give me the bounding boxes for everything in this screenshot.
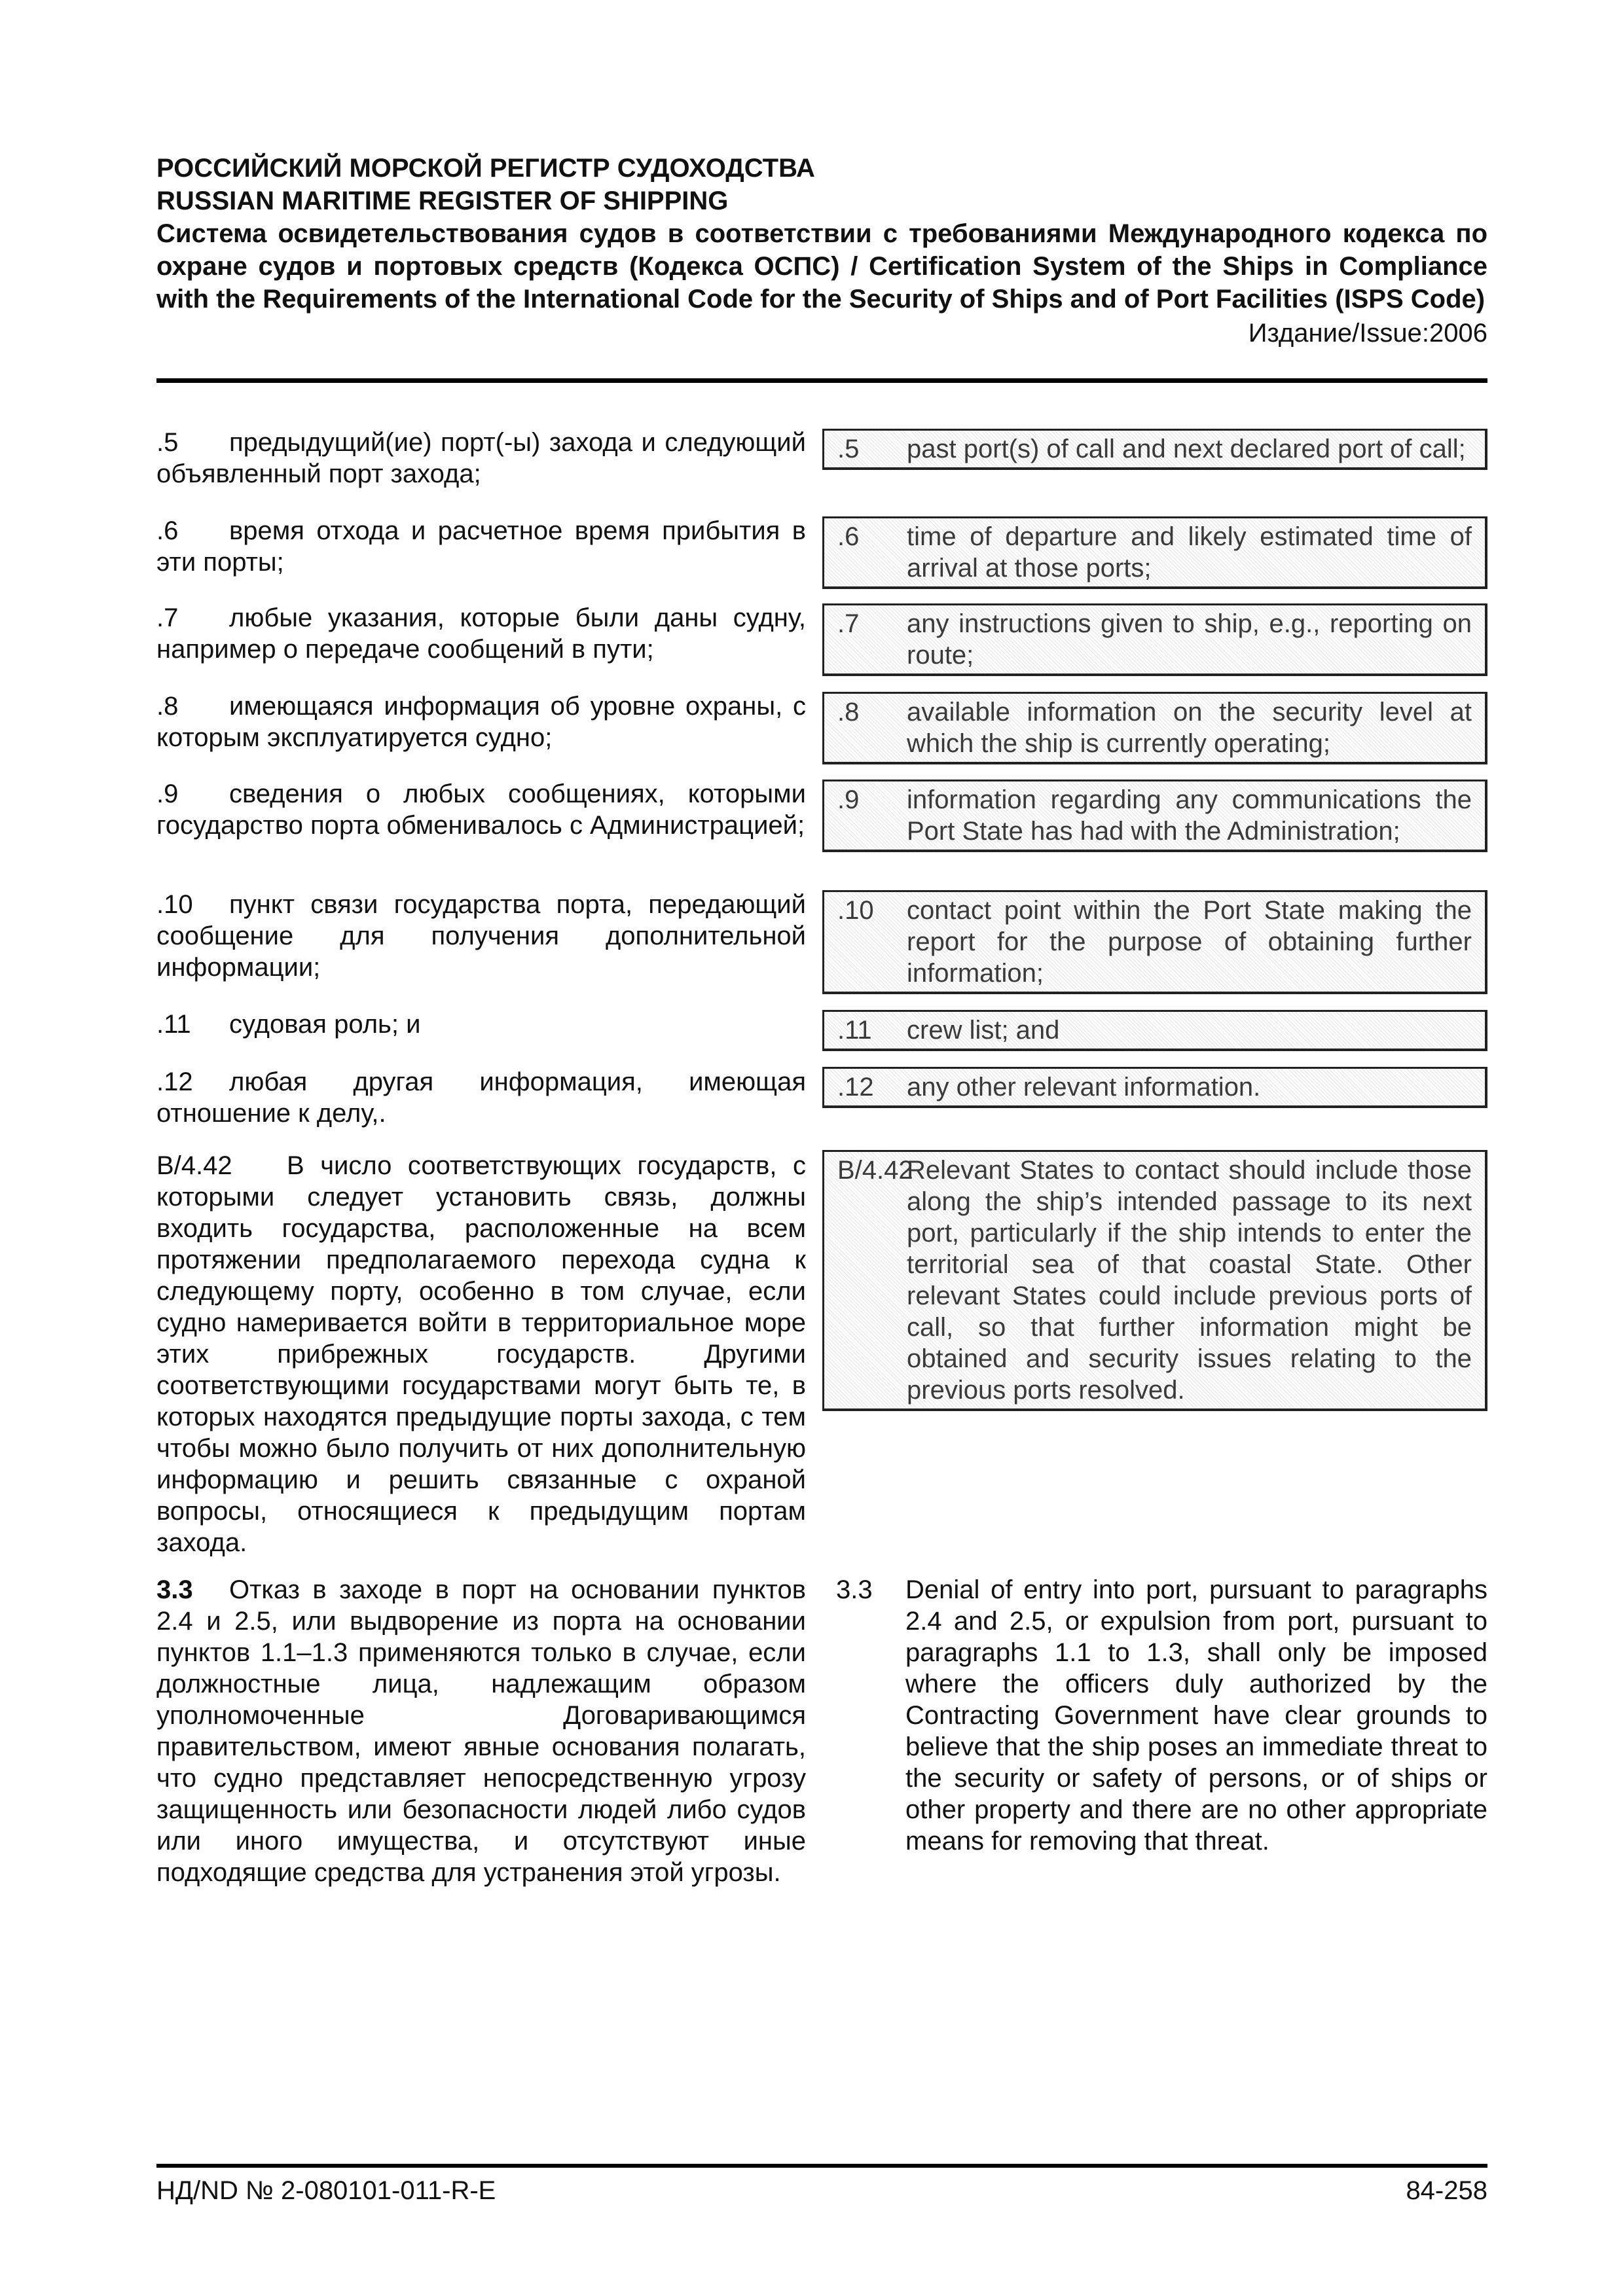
item-number: .12 xyxy=(156,1067,193,1096)
item-text-en: crew list; and xyxy=(907,1016,1060,1045)
list-item-en-box xyxy=(822,429,1487,470)
paragraph-number: 3.3 xyxy=(156,1575,193,1604)
footer-divider xyxy=(156,2164,1487,2168)
paragraph-number: B/4.42 xyxy=(156,1151,232,1180)
item-number: .11 xyxy=(156,1010,191,1039)
paragraph-b442-ru xyxy=(156,1150,806,1558)
item-number: .10 xyxy=(837,896,874,925)
item-number: .7 xyxy=(837,609,860,638)
paragraph-text-en: Relevant States to contact should include those along the ship’s intended passage to its next port, particularly if the ship intends to enter the territorial sea of that coastal State. Other relevant States could include previous ports of call, so that further information might be obtained and security issues relating to the previous ports resolved. xyxy=(907,1156,1472,1405)
paragraph-33-ru xyxy=(156,1574,806,1888)
item-text-ru: имеющаяся информация об уровне охраны, с которым эксплуатируется судно; xyxy=(156,692,806,752)
list-item-ru xyxy=(156,1009,806,1040)
item-text-en: any instructions given to ship, e.g., reporting on route; xyxy=(907,609,1472,670)
paragraph-number: B/4.42 xyxy=(837,1156,913,1185)
list-item-ru xyxy=(156,602,806,665)
item-text-en: information regarding any communications the Port State has had with the Administration; xyxy=(907,785,1472,846)
item-number: .8 xyxy=(837,698,860,726)
paragraph-number: 3.3 xyxy=(836,1575,873,1604)
item-number: .6 xyxy=(837,522,860,551)
item-text-ru: сведения о любых сообщениях, которыми государство порта обменивалось с Администрацией; xyxy=(156,780,806,840)
list-item-ru xyxy=(156,691,806,753)
list-item-en-box xyxy=(822,692,1487,764)
header-divider xyxy=(156,378,1487,383)
list-item-ru xyxy=(156,515,806,578)
register-title-en: RUSSIAN MARITIME REGISTER OF SHIPPING xyxy=(156,187,729,215)
item-text-ru: судовая роль; и xyxy=(229,1010,421,1039)
item-number: .12 xyxy=(837,1073,874,1102)
list-item-ru xyxy=(156,1066,806,1129)
item-text-ru: любые указания, которые были даны судну, например о передаче сообщений в пути; xyxy=(156,603,806,664)
page-number: 84-258 xyxy=(1406,2176,1487,2205)
paragraph-text-en: Denial of entry into port, pursuant to paragraphs 2.4 and 2.5, or expulsion from port, pursuant to paragraphs 1.1 to 1.3, shall only be imposed where the officers duly authorized by the Contracting Government have clear grounds to believe that the ship poses an immediate threat to the security or safety of persons, or of ships or other property and there are no other appropriate means for removing that threat. xyxy=(905,1575,1487,1856)
item-text-ru: пункт связи государства порта, передающий сообщение для получения дополнительной информации; xyxy=(156,890,806,982)
list-item-en-box xyxy=(822,516,1487,589)
item-text-en: contact point within the Port State making the report for the purpose of obtaining further information; xyxy=(907,896,1472,988)
list-item-ru xyxy=(156,889,806,983)
item-number: .6 xyxy=(156,516,179,545)
paragraph-b442-en-box xyxy=(822,1150,1487,1411)
list-item-en-box xyxy=(822,780,1487,852)
document-number: НД/ND № 2-080101-011-R-E xyxy=(156,2176,496,2205)
item-number: .9 xyxy=(837,785,860,814)
list-item-en-box xyxy=(822,890,1487,994)
paragraph-text-ru: В число соответствующих государств, с которыми следует установить связь, должны входить государства, расположенные на всем протяжении предполагаемого перехода судна к следующему порту, особенно в том случае, если судно намеривается войти в территориальное море этих прибрежных государств. Другими соответствующими государствами могут быть те, в которых находятся предыдущие порты захода, с тем чтобы можно было получить от них дополнительную информацию и решить связанные с охраной вопросы, относящиеся к предыдущим портам захода. xyxy=(156,1151,806,1557)
list-item-en-box xyxy=(822,1010,1487,1051)
item-text-en: any other relevant information. xyxy=(907,1073,1261,1102)
item-text-ru: любая другая информация, имеющая отношение к делу,. xyxy=(156,1067,806,1128)
list-item-ru xyxy=(156,427,806,490)
list-item-en-box xyxy=(822,603,1487,676)
paragraph-33-en xyxy=(836,1574,1487,1857)
item-text-en: time of departure and likely estimated time of arrival at those ports; xyxy=(907,522,1472,583)
list-item-ru xyxy=(156,778,806,841)
item-number: .9 xyxy=(156,780,179,808)
item-number: .10 xyxy=(156,890,193,919)
item-number: .5 xyxy=(837,435,860,463)
item-text-ru: время отхода и расчетное время прибытия в эти порты; xyxy=(156,516,806,577)
item-number: .7 xyxy=(156,603,179,632)
item-number: .5 xyxy=(156,428,179,457)
register-title-ru: РОССИЙСКИЙ МОРСКОЙ РЕГИСТР СУДОХОДСТВА xyxy=(156,154,815,183)
item-number: .11 xyxy=(837,1016,872,1045)
certification-system-title: Система освидетельствования судов в соответствии с требованиями Международного кодекса по охране судов и портовых средств (Кодекса ОСПС) / Certification System of the Ships in Compliance with the Requirements of the International Code for the Security of Ships and of Port Facilities (ISPS Code) xyxy=(156,219,1487,314)
item-text-en: past port(s) of call and next declared port of call; xyxy=(907,435,1466,463)
item-number: .8 xyxy=(156,692,179,721)
list-item-en-box xyxy=(822,1067,1487,1108)
item-text-ru: предыдущий(ие) порт(-ы) захода и следующий объявленный порт захода; xyxy=(156,428,806,488)
document-header xyxy=(156,152,1487,350)
paragraph-text-ru: Отказ в заходе в порт на основании пунктов 2.4 и 2.5, или выдворение из порта на основании пунктов 1.1–1.3 применяются только в случае, если должностные лица, надлежащим образом уполномоченные Договаривающимся правительством, имеют явные основания полагать, что судно представляет непосредственную угрозу защищенность или безопасности людей либо судов или иного имущества, и отсутствуют иные подходящие средства для устранения этой угрозы. xyxy=(156,1575,806,1887)
issue-label: Издание/Issue:2006 xyxy=(1248,319,1487,348)
item-text-en: available information on the security level at which the ship is currently operating; xyxy=(907,698,1472,758)
